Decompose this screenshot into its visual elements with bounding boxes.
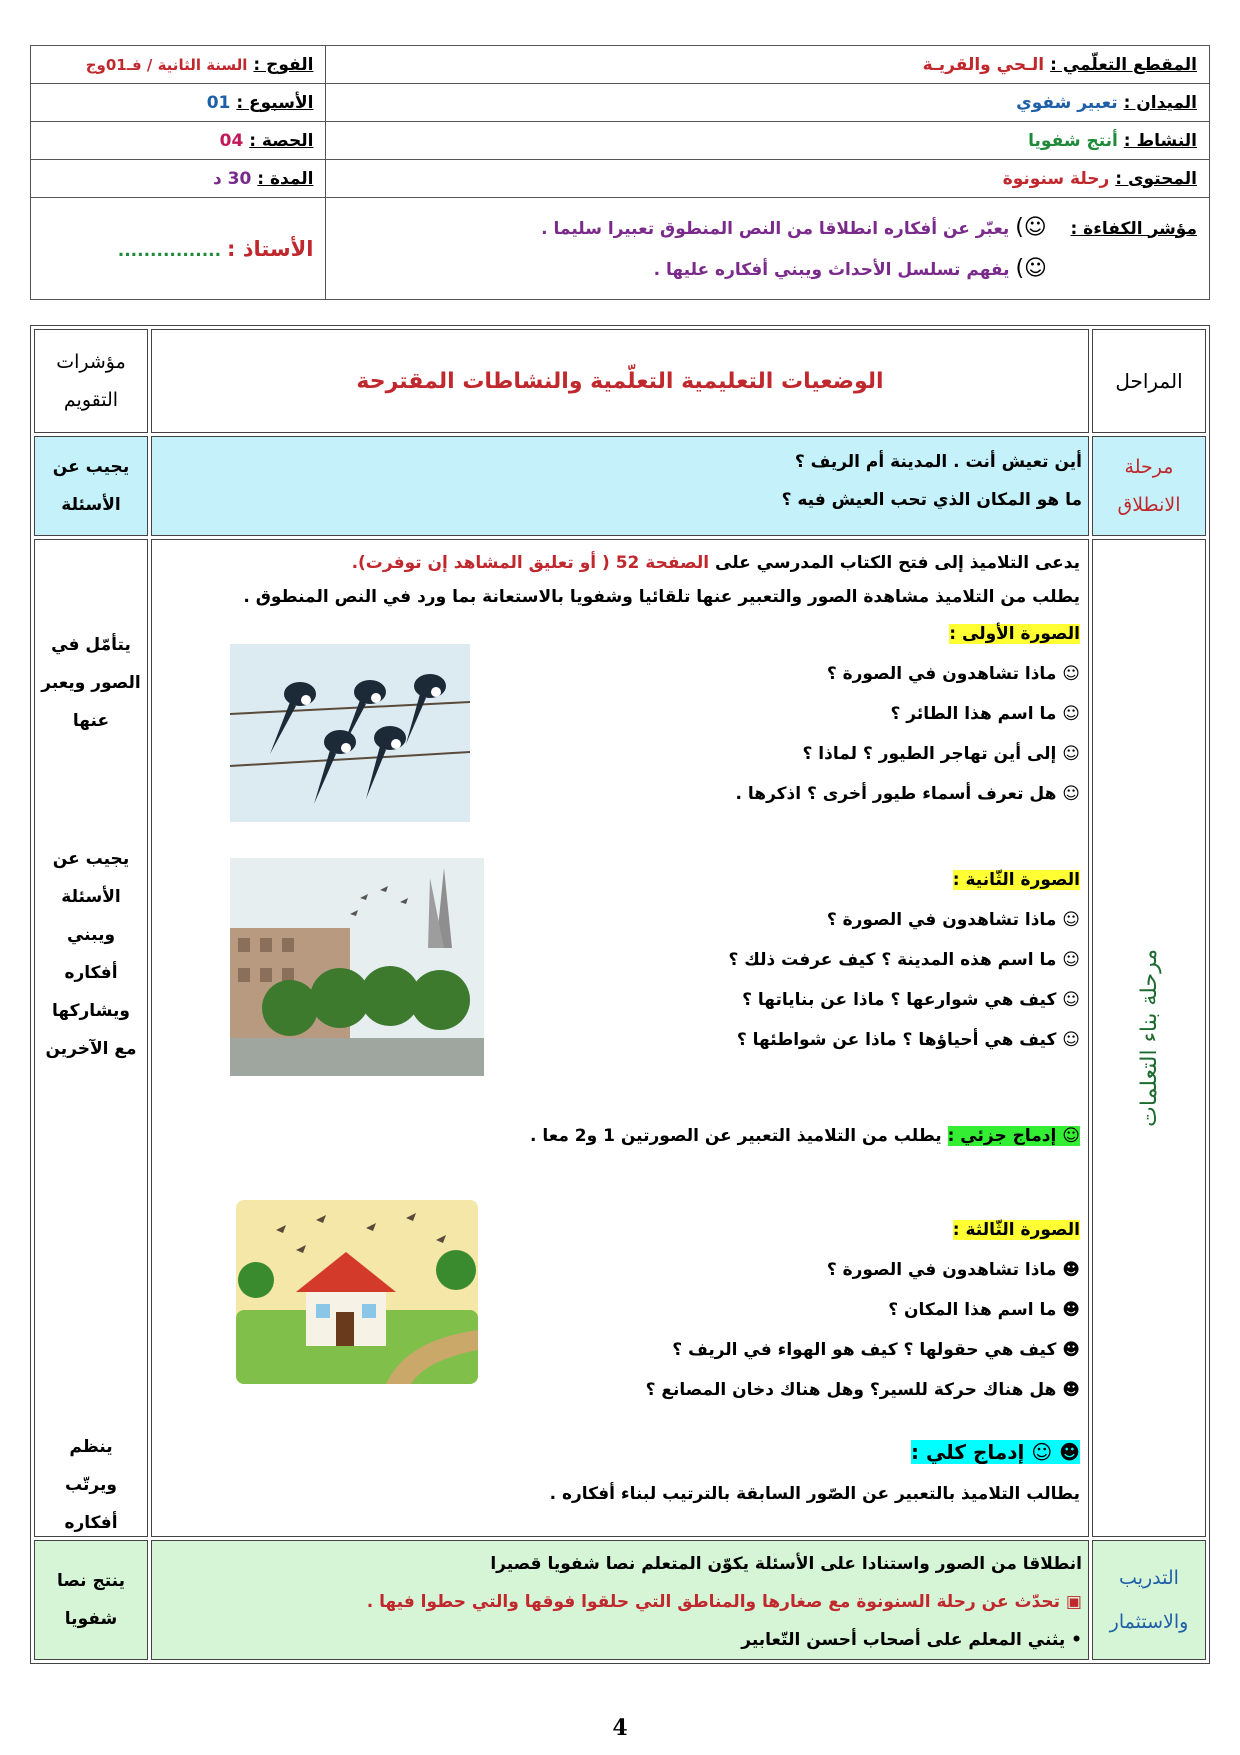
field-cell: [326, 84, 1210, 122]
start-content: [151, 436, 1089, 536]
pic2-q-3: ☺ كيف هي شوارعها ؟ ماذا عن بناياتها ؟: [742, 990, 1080, 1010]
total-integration: [550, 1430, 1080, 1514]
pic3-questions: [560, 1210, 1080, 1410]
eval-header: مؤشرات التقويم: [34, 329, 148, 433]
lesson-table: [30, 325, 1210, 1664]
intro-line-2: يطلب من التلاميذ مشاهدة الصور والتعبير عنها تلقائيا وشفويا بالاستعانة بما ورد في النص المنطوق .: [243, 587, 1080, 607]
build-stage-cell: [1092, 539, 1206, 1537]
practice-stage: التدريب والاستثمار: [1109, 1567, 1189, 1633]
pic2-q-1: ☺ ماذا تشاهدون في الصورة ؟: [826, 910, 1080, 930]
pic1-q-1: ☺ ماذا تشاهدون في الصورة ؟: [826, 664, 1080, 684]
practice-line-2: ▣ تحدّث عن رحلة السنونوة مع صغارها والمناطق التي حلقوا فوقها والتي حطوا فيها .: [366, 1592, 1082, 1612]
title-header-cell: [151, 329, 1089, 433]
pic2-title: الصورة الثّانية :: [952, 870, 1080, 890]
pic1-q-3: ☺ إلى أين تهاجر الطيور ؟ لماذا ؟: [802, 744, 1080, 764]
teacher-dots: ................: [117, 240, 222, 261]
pic1-questions: [560, 614, 1080, 814]
competence-2: يفهم تسلسل الأحداث ويبني أفكاره عليها .: [653, 259, 1010, 280]
activity-cell: [326, 122, 1210, 160]
activity-label: النشاط :: [1123, 130, 1197, 151]
sequence-cell: [326, 46, 1210, 84]
group-value: السنة الثانية / فـ01وج: [85, 55, 248, 74]
practice-line-3: • يثني المعلم على أصحاب أحسن التّعابير: [741, 1630, 1082, 1650]
city-image: [230, 858, 484, 1076]
pic2-q-4: ☺ كيف هي أحياؤها ؟ ماذا عن شواطئها ؟: [736, 1030, 1080, 1050]
partial-text: يطلب من التلاميذ التعبير عن الصورتين 1 و2 معا .: [529, 1126, 942, 1146]
pic3-q-1: ☻ ماذا تشاهدون في الصورة ؟: [826, 1260, 1080, 1280]
start-stage-cell: [1092, 436, 1206, 536]
content-cell: [326, 160, 1210, 198]
week-value: 01: [206, 92, 231, 113]
situations-title: الوضعيات التعليمية التعلّمية والنشاطات المقترحة: [356, 368, 884, 394]
pic2-q-2: ☺ ما اسم هذه المدينة ؟ كيف عرفت ذلك ؟: [728, 950, 1080, 970]
field-label: الميدان :: [1123, 92, 1197, 113]
total-label: ☻ ☺ إدماج كلي :: [910, 1440, 1080, 1464]
competence-label: مؤشر الكفاءة :: [1070, 218, 1197, 239]
page-number: 4: [612, 1715, 628, 1741]
build-content: [151, 539, 1089, 1537]
sequence-label: المقطع التعلّمي :: [1050, 54, 1197, 75]
build-eval-cell: [34, 539, 148, 1537]
build-eval-2: يجيب عن الأسئلة ويبني أفكاره ويشاركها مع الآخرين: [45, 849, 137, 1059]
partial-label: ☺ إدماج جزئي :: [947, 1126, 1080, 1146]
pic1-title: الصورة الأولى :: [949, 624, 1080, 644]
practice-eval: ينتج نصا شفويا: [34, 1540, 148, 1660]
start-question-1: أين تعيش أنت . المدينة أم الريف ؟: [794, 452, 1082, 472]
practice-line-1: انطلاقا من الصور واستنادا على الأسئلة يكوّن المتعلم نصا شفويا قصيرا: [490, 1554, 1082, 1574]
stages-header: المراحل: [1092, 329, 1206, 433]
pic1-q-2: ☺ ما اسم هذا الطائر ؟: [890, 704, 1080, 724]
competence-cell: [326, 198, 1210, 300]
group-label: الفوج :: [253, 54, 314, 75]
start-eval: يجيب عن الأسئلة: [34, 436, 148, 536]
build-eval-3: ينظم ويرتّب أفكاره: [64, 1437, 118, 1533]
duration-label: المدة :: [257, 168, 314, 189]
sequence-value: الـحي والقريـة: [922, 54, 1045, 75]
practice-content: [151, 1540, 1089, 1660]
competence-1: يعبّر عن أفكاره انطلاقا من النص المنطوق تعبيرا سليما .: [541, 218, 1010, 239]
smiley-icon: ☺): [1015, 214, 1047, 240]
start-question-2: ما هو المكان الذي تحب العيش فيه ؟: [781, 490, 1082, 510]
field-value: تعبير شفوي: [1016, 92, 1118, 113]
intro-line-1: [160, 546, 1080, 580]
duration-value: 30 د: [213, 168, 252, 189]
week-label: الأسبوع :: [236, 92, 314, 113]
practice-stage-cell: [1092, 1540, 1206, 1660]
activity-value: أنتج شفويا: [1028, 130, 1118, 151]
pic3-q-3: ☻ كيف هي حقولها ؟ كيف هو الهواء في الريف ؟: [672, 1340, 1080, 1360]
build-stage: مرحلة بناء التعلمات: [1136, 949, 1162, 1127]
countryside-image: [236, 1200, 478, 1384]
intro-1a: يدعى التلاميذ إلى فتح الكتاب المدرسي على: [715, 553, 1080, 573]
start-stage: مرحلة الانطلاق: [1117, 456, 1181, 516]
pic1-q-4: ☺ هل تعرف أسماء طيور أخرى ؟ اذكرها .: [735, 784, 1080, 804]
session-cell: [31, 122, 326, 160]
pic2-questions: [560, 860, 1080, 1060]
smiley-icon: ☺): [1015, 255, 1047, 281]
header-table: [30, 45, 1210, 300]
intro-1b: الصفحة 52: [615, 553, 710, 573]
partial-integration-line: [530, 1116, 1080, 1156]
group-cell: [31, 46, 326, 84]
content-label: المحتوى :: [1115, 168, 1197, 189]
content-value: رحلة سنونوة: [1002, 168, 1110, 189]
week-cell: [31, 84, 326, 122]
pic3-title: الصورة الثّالثة :: [952, 1220, 1080, 1240]
session-label: الحصة :: [249, 130, 314, 151]
build-eval-1: يتأمّل في الصور ويعبر عنها: [41, 635, 141, 731]
pic3-q-4: ☻ هل هناك حركة للسير؟ وهل هناك دخان المصانع ؟: [645, 1380, 1080, 1400]
swallows-image: [230, 644, 470, 822]
pic3-q-2: ☻ ما اسم هذا المكان ؟: [888, 1300, 1080, 1320]
teacher-label: الأستاذ :: [227, 236, 314, 261]
session-value: 04: [219, 130, 244, 151]
duration-cell: [31, 160, 326, 198]
total-text: يطالب التلاميذ بالتعبير عن الصّور السابقة بالترتيب لبناء أفكاره .: [549, 1484, 1080, 1504]
teacher-cell: [31, 198, 326, 300]
intro-1c: ( أو تعليق المشاهد إن توفرت).: [351, 553, 610, 573]
